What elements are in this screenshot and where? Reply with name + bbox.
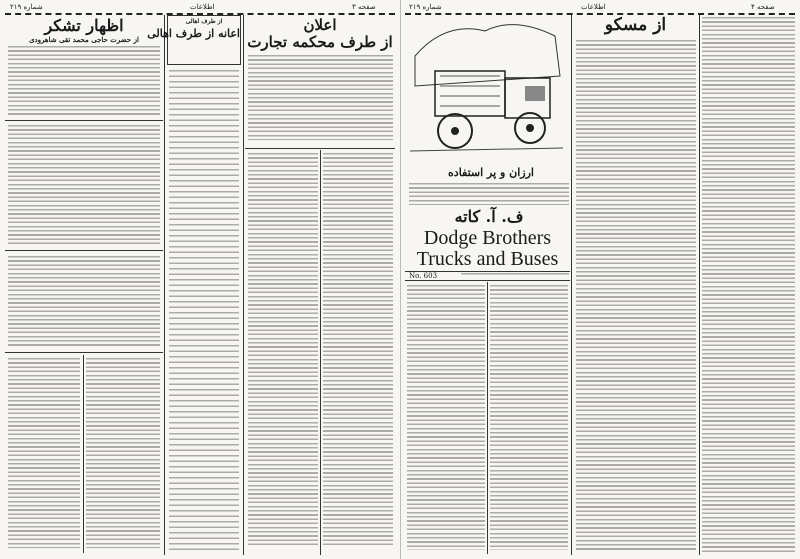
- item-number: No. 603: [409, 272, 438, 280]
- date-line: [461, 273, 569, 277]
- column-rule: [243, 15, 244, 555]
- right-page: [401, 0, 800, 559]
- masthead: اطلاعات: [190, 3, 215, 11]
- divider: [5, 250, 163, 251]
- donation-box: [147, 15, 241, 65]
- ad-tagline: ارزان و پر استفاده: [448, 166, 534, 179]
- notice-subtitle: از طرف محکمه تجارت: [247, 33, 393, 51]
- thanks-subtitle: از حضرت حاجی محمد تقی شاهرودی: [29, 35, 139, 44]
- article-body: [702, 17, 795, 552]
- truck-illustration: [405, 16, 567, 164]
- donation-kicker: از طرف اهالی: [185, 18, 223, 25]
- divider: [405, 280, 570, 281]
- donor-list: [169, 70, 239, 550]
- article-body: [8, 125, 160, 245]
- masthead: اطلاعات: [581, 3, 606, 11]
- article-body: [490, 285, 568, 550]
- issue-number: شماره ۲۱۹: [10, 3, 43, 11]
- column-rule: [320, 150, 321, 555]
- article-body: [248, 153, 318, 548]
- issue-number: شماره ۲۱۹: [409, 3, 442, 11]
- thanks-body: [8, 46, 160, 116]
- moscow-body: [576, 40, 696, 550]
- column-rule: [699, 15, 700, 555]
- column-rule: [164, 15, 165, 555]
- page-number: صفحه ۳: [352, 3, 376, 11]
- article-body: [407, 285, 485, 550]
- divider: [245, 148, 395, 149]
- column-rule: [487, 282, 488, 554]
- ad-agent: ف. آ. کاته: [454, 207, 524, 226]
- ad-body: [409, 183, 569, 205]
- brand-line-1: Dodge Brothers: [423, 227, 552, 249]
- notice-title: اعلان: [303, 16, 337, 34]
- moscow-title: از مسکو: [604, 15, 667, 35]
- donation-title: اعانه از طرف اهالی: [147, 27, 240, 40]
- column-rule: [571, 15, 572, 555]
- column-rule: [83, 355, 84, 553]
- list-body: [8, 358, 80, 548]
- divider: [5, 120, 163, 121]
- page-number: صفحه ۴: [751, 3, 775, 11]
- divider: [5, 352, 163, 353]
- brand-line-2: Trucks and Buses: [416, 248, 559, 270]
- thanks-title: اظهار تشکر: [44, 16, 124, 35]
- article-body: [323, 153, 393, 548]
- article-body: [8, 256, 160, 346]
- list-body: [86, 358, 160, 548]
- notice-body: [248, 55, 393, 140]
